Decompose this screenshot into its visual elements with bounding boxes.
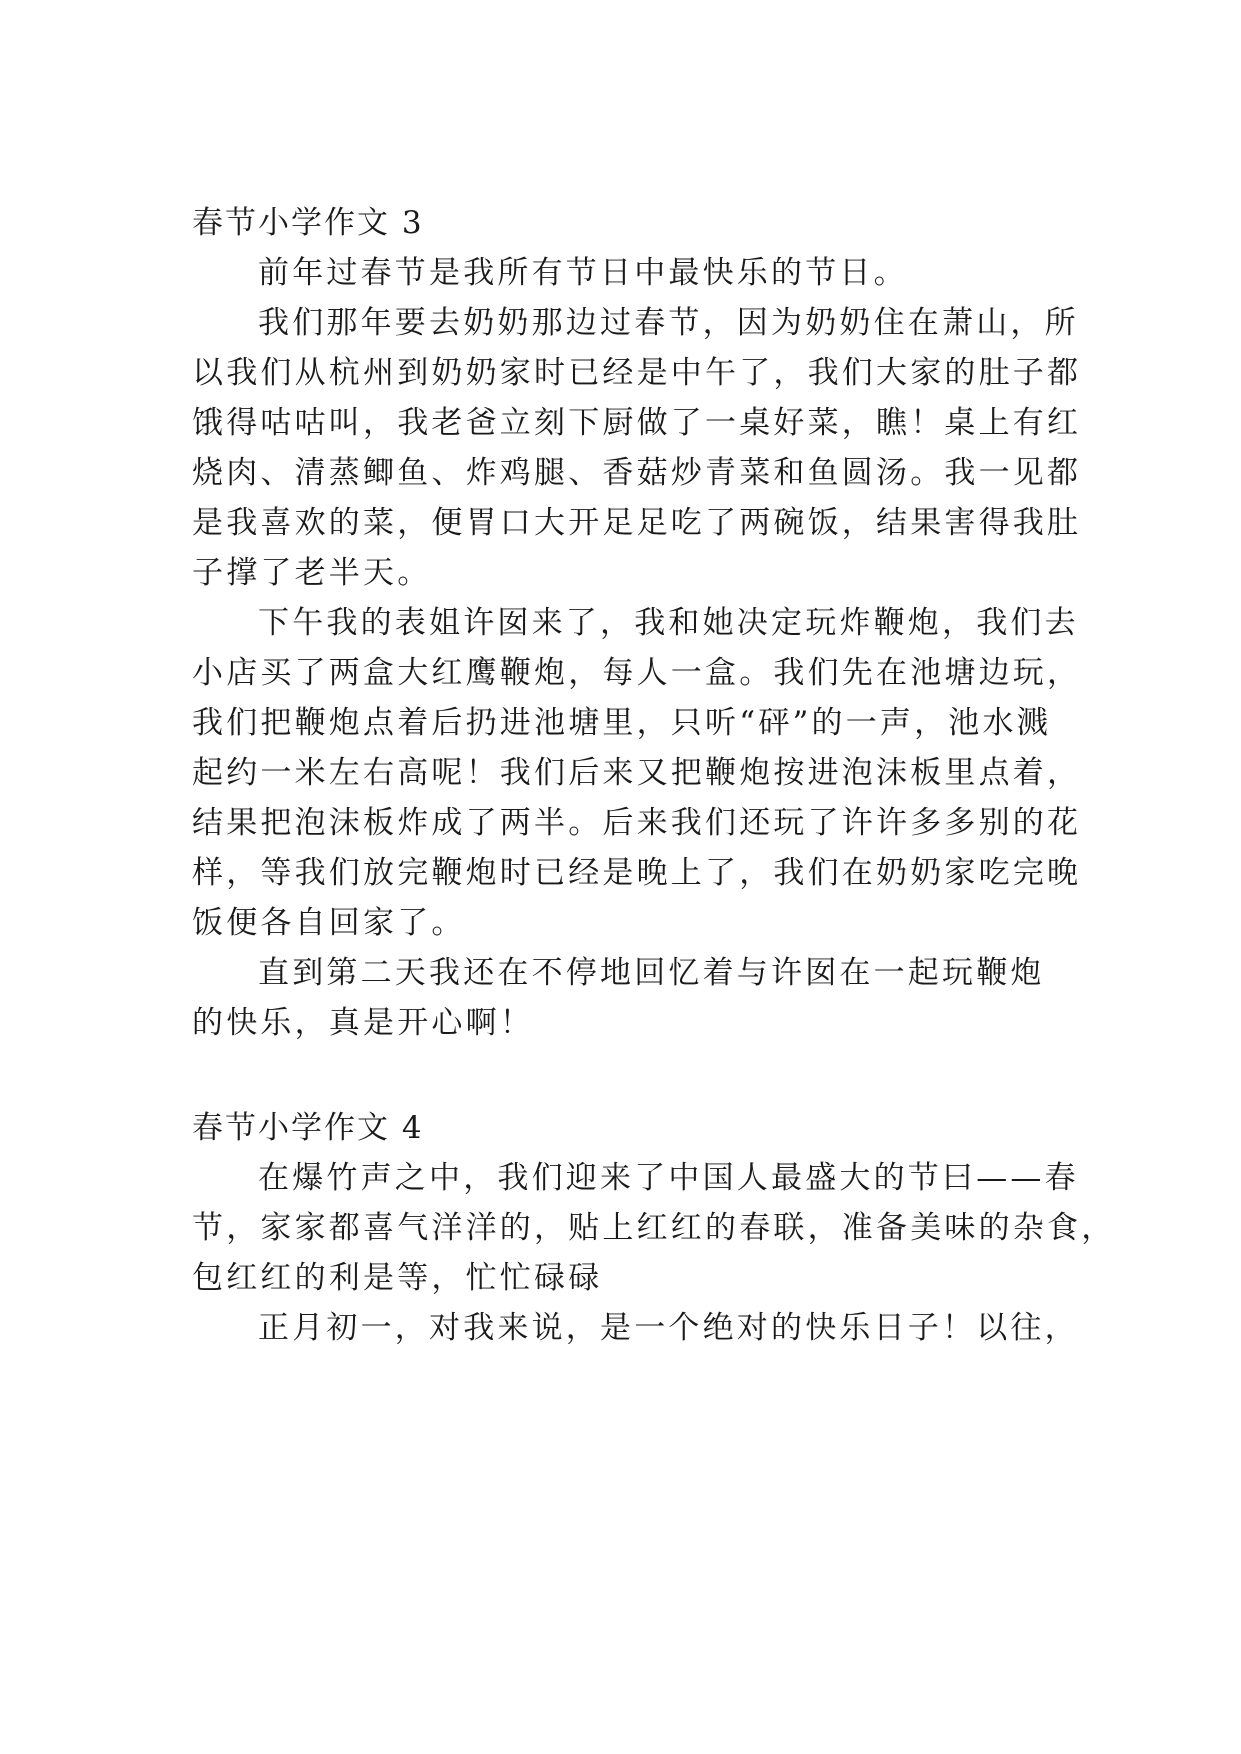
paragraph-line: 饿得咕咕叫，我老爸立刻下厨做了一桌好菜，瞧！桌上有红 (192, 405, 1082, 441)
paragraph-line: 在爆竹声之中，我们迎来了中国人最盛大的节曰——春 (258, 1160, 1079, 1196)
paragraph-line: 饭便各自回家了。 (192, 905, 466, 941)
section-title: 春节小学作文 3 (192, 205, 424, 241)
paragraph-line: 下午我的表姐许囡来了，我和她决定玩炸鞭炮，我们去 (258, 605, 1079, 641)
paragraph-line: 烧肉、清蒸鲫鱼、炸鸡腿、香菇炒青菜和鱼圆汤。我一见都 (192, 455, 1082, 491)
paragraph-line: 起约一米左右高呢！我们后来又把鞭炮按进泡沫板里点着， (192, 755, 1082, 791)
paragraph-line: 我们那年要去奶奶那边过春节，因为奶奶住在萧山，所 (258, 305, 1079, 341)
paragraph-line: 结果把泡沫板炸成了两半。后来我们还玩了许许多多别的花 (192, 805, 1082, 841)
paragraph-line: 节，家家都喜气洋洋的，贴上红红的春联，准备美味的杂食， (192, 1210, 1116, 1246)
paragraph-line: 子撑了老半天。 (192, 555, 432, 591)
paragraph-line: 以我们从杭州到奶奶家时已经是中午了，我们大家的肚子都 (192, 355, 1082, 391)
paragraph-line: 的快乐，真是开心啊！ (192, 1005, 534, 1041)
paragraph-line: 直到第二天我还在不停地回忆着与许囡在一起玩鞭炮 (258, 955, 1045, 991)
paragraph-line: 包红红的利是等，忙忙碌碌 (192, 1260, 603, 1296)
paragraph-line: 我们把鞭炮点着后扔进池塘里，只听“砰”的一声，池水溅 (192, 705, 1051, 741)
section-title: 春节小学作文 4 (192, 1110, 424, 1146)
paragraph-line: 是我喜欢的菜，便胃口大开足足吃了两碗饭，结果害得我肚 (192, 505, 1082, 541)
paragraph-line: 前年过春节是我所有节日中最快乐的节日。 (258, 255, 908, 291)
paragraph-line: 正月初一，对我来说，是一个绝对的快乐日子！以往， (258, 1310, 1079, 1346)
paragraph-line: 样，等我们放完鞭炮时已经是晚上了，我们在奶奶家吃完晚 (192, 855, 1082, 891)
paragraph-line: 小店买了两盒大红鹰鞭炮，每人一盒。我们先在池塘边玩， (192, 655, 1082, 691)
